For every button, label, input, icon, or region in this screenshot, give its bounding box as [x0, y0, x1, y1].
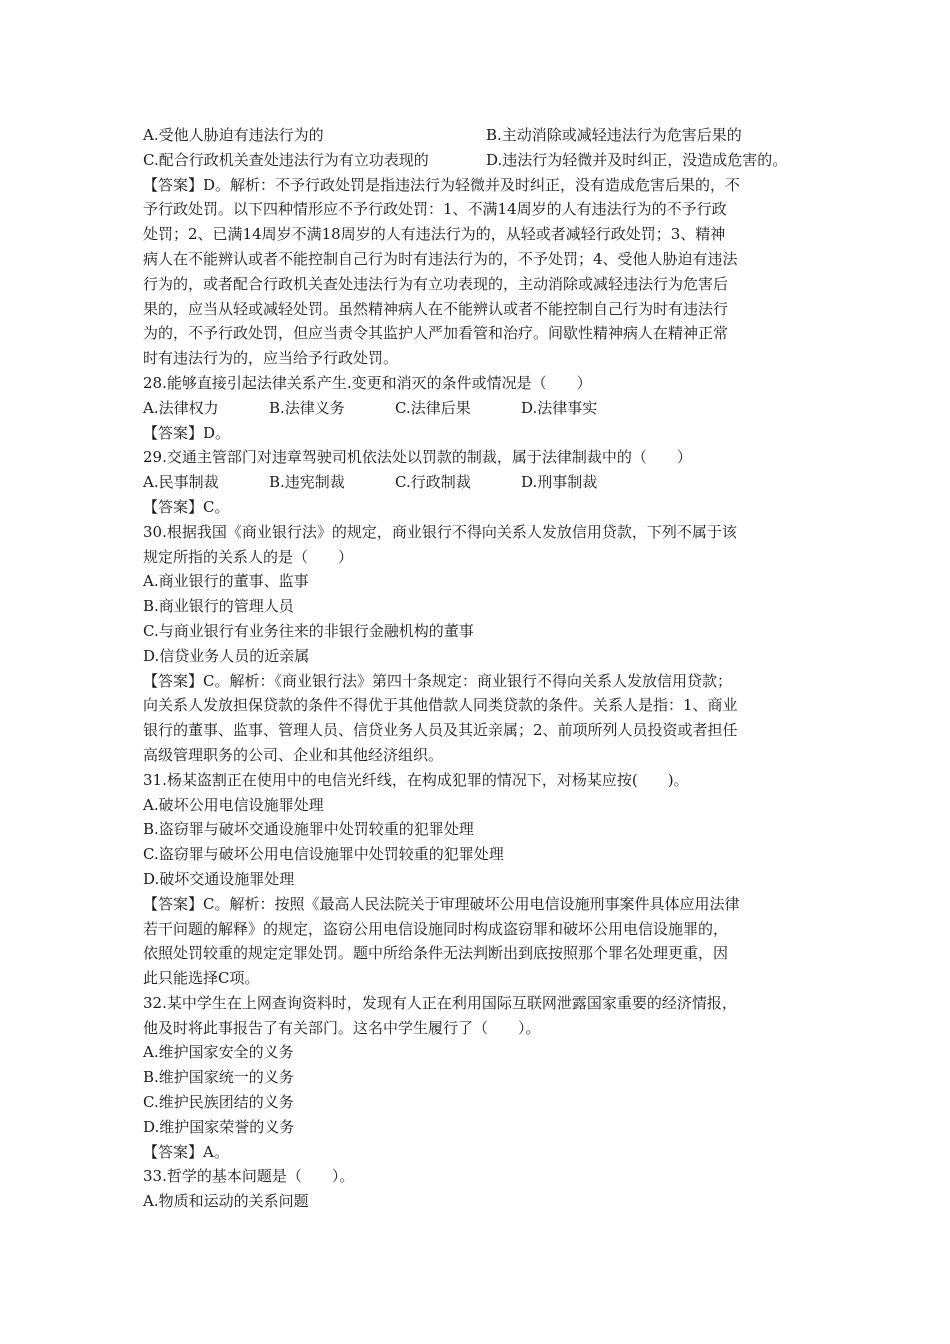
q30-question-line: 规定所指的关系人的是（ ）: [143, 547, 354, 566]
q30-option-b: B.商业银行的管理人员: [143, 597, 294, 616]
q27-answer-line: 时有违法行为的，应当给予行政处罚。: [143, 349, 399, 368]
q27-option-a: A.受他人胁迫有违法行为的: [143, 126, 324, 144]
q27-answer-line: 予行政处罚。以下四种情形应不予行政处罚：1、不满14周岁的人有违法行为的不予行政: [143, 200, 727, 219]
q28-option-a: A.法律权力: [143, 398, 219, 417]
q28-option-c: C.法律后果: [395, 398, 471, 417]
q27-answer-line: 果的，应当从轻或减轻处罚。虽然精神病人在不能辨认或者不能控制自己行为时有违法行: [143, 299, 729, 318]
q32-question: [143, 991, 813, 1041]
q31-option-c: C.盗窃罪与破坏公用电信设施罪中处罚较重的犯罪处理: [143, 845, 504, 864]
q32-option-d: D.维护国家荣誉的义务: [143, 1117, 295, 1136]
q31-answer: [143, 892, 813, 991]
q30-question: [143, 520, 813, 570]
q31-answer-line: 依照处罚较重的规定定罪处罚。题中所给条件无法判断出到底按照那个罪名处理更重，因: [143, 944, 729, 963]
q31-option-d: D.破坏交通设施罪处理: [143, 869, 295, 888]
q31-question: 31.杨某盗割正在使用中的电信光纤线，在构成犯罪的情况下，对杨某应按( )。: [143, 770, 689, 789]
q27-option-b: B.主动消除或减轻违法行为危害后果的: [486, 126, 742, 144]
q27-option-d: D.违法行为轻微并及时纠正，没造成危害的。: [486, 150, 788, 169]
q27-answer-line: 【答案】D。解析：不予行政处罚是指违法行为轻微并及时纠正，没有造成危害后果的，不: [143, 175, 741, 194]
q28-question: 28.能够直接引起法律关系产生.变更和消灭的条件或情况是（ ）: [143, 373, 592, 392]
q27-answer-line: 处罚；2、已满14周岁不满18周岁的人有违法行为的，从轻或者减轻行政处罚；3、精神: [143, 225, 726, 244]
q30-answer-line: 高级管理职务的公司、企业和其他经济组织。: [143, 745, 444, 764]
q29-option-b: B.违宪制裁: [269, 473, 345, 492]
q27-options-row-2: [143, 148, 813, 173]
q27-answer-line: 病人在不能辨认或者不能控制自己行为时有违法行为的，不予处罚；4、受他人胁迫有违法: [143, 249, 738, 268]
q27-answer-line: 行为的，或者配合行政机关查处违法行为有立功表现的，主动消除或减轻违法行为危害后: [143, 274, 729, 293]
document-body: [143, 123, 813, 1214]
q32-question-line: 他及时将此事报告了有关部门。这名中学生履行了（ ）。: [143, 1018, 541, 1037]
q30-question-line: 30.根据我国《商业银行法》的规定，商业银行不得向关系人发放信用贷款，下列不属于该: [143, 522, 737, 541]
q29-option-c: C.行政制裁: [395, 473, 471, 492]
q28-options: [143, 396, 813, 421]
q29-question: 29.交通主管部门对违章驾驶司机依法处以罚款的制裁，属于法律制裁中的（ ）: [143, 448, 692, 467]
q31-option-b: B.盗窃罪与破坏交通设施罪中处罚较重的犯罪处理: [143, 820, 474, 839]
q27-answer-line: 为的，不予行政处罚，但应当责令其监护人严加看管和治疗。间歇性精神病人在精神正常: [143, 324, 729, 343]
q29-option-d: D.刑事制裁: [521, 473, 598, 492]
q30-answer-line: 向关系人发放担保贷款的条件不得优于其他借款人同类贷款的条件。关系人是指：1、商业: [143, 696, 738, 715]
q32-option-a: A.维护国家安全的义务: [143, 1043, 294, 1062]
q28-option-d: D.法律事实: [521, 398, 598, 417]
q27-option-c: C.配合行政机关查处违法行为有立功表现的: [143, 150, 429, 169]
q33-question: 33.哲学的基本问题是（ ）。: [143, 1167, 355, 1186]
q27-answer: [143, 173, 813, 371]
q32-answer: 【答案】A。: [143, 1142, 229, 1161]
q29-option-a: A.民事制裁: [143, 473, 219, 492]
q29-answer: 【答案】C。: [143, 497, 230, 516]
q31-answer-line: 此只能选择C项。: [143, 969, 260, 988]
q28-answer: 【答案】D。: [143, 423, 231, 442]
q32-question-line: 32.某中学生在上网查询资料时，发现有人正在利用国际互联网泄露国家重要的经济情报，: [143, 993, 737, 1012]
q30-option-c: C.与商业银行有业务往来的非银行金融机构的董事: [143, 621, 474, 640]
q28-option-b: B.法律义务: [269, 398, 345, 417]
q30-option-d: D.信贷业务人员的近亲属: [143, 646, 310, 665]
q32-option-b: B.维护国家统一的义务: [143, 1068, 294, 1087]
q30-answer-line: 【答案】C。解析：《商业银行法》第四十条规定：商业银行不得向关系人发放信用贷款；: [143, 671, 732, 690]
q31-option-a: A.破坏公用电信设施罪处理: [143, 795, 324, 814]
q27-options-row-1: [143, 123, 813, 148]
q29-options: [143, 470, 813, 495]
q31-answer-line: 【答案】C。解析：按照《最高人民法院关于审理破坏公用电信设施刑事案件具体应用法律: [143, 894, 740, 913]
q33-option-a: A.物质和运动的关系问题: [143, 1192, 309, 1211]
q30-answer-line: 银行的董事、监事、管理人员、信贷业务人员及其近亲属；2、前项所列人员投资或者担任: [143, 721, 738, 740]
q31-answer-line: 若干问题的解释》的规定，盗窃公用电信设施同时构成盗窃罪和破坏公用电信设施罪的，: [143, 919, 729, 938]
q30-answer: [143, 669, 813, 768]
q30-option-a: A.商业银行的董事、监事: [143, 572, 309, 591]
q32-option-c: C.维护民族团结的义务: [143, 1093, 294, 1112]
